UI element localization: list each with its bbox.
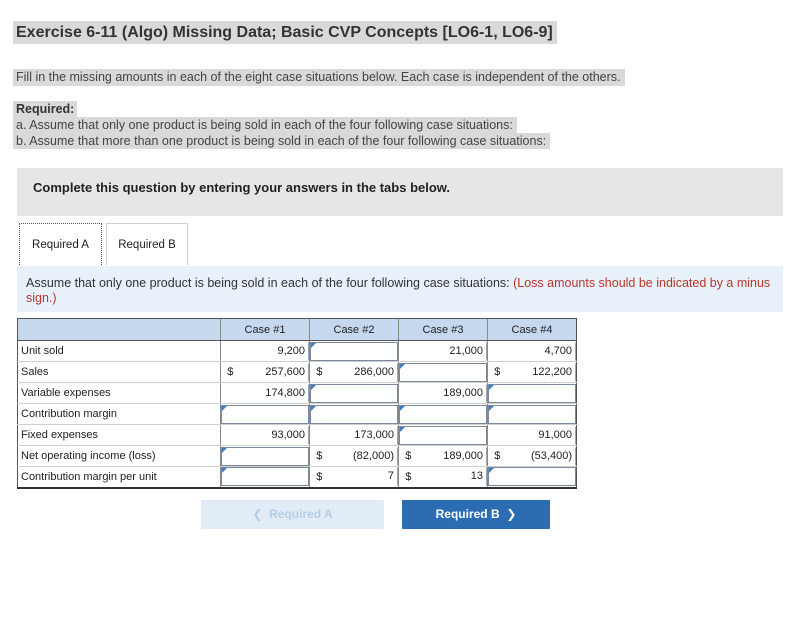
page-title: Exercise 6-11 (Algo) Missing Data; Basic CVP Concepts [LO6-1, LO6-9] xyxy=(13,21,557,44)
given-value: 189,000 xyxy=(418,447,488,466)
complete-prompt-text: Complete this question by entering your answers in the tabs below. xyxy=(33,180,451,195)
value-cell xyxy=(329,467,399,488)
dollar-sign xyxy=(221,425,240,446)
required-heading: Required: xyxy=(13,101,77,117)
given-value: 174,800 xyxy=(240,384,310,403)
value-cell xyxy=(329,362,399,383)
value-cell xyxy=(240,341,310,362)
value-cell xyxy=(507,341,577,362)
answer-input[interactable] xyxy=(310,405,398,424)
given-value: 286,000 xyxy=(329,363,399,382)
given-value: 93,000 xyxy=(240,426,310,445)
answer-input[interactable] xyxy=(399,405,487,424)
value-cell xyxy=(310,404,399,425)
dollar-sign: $ xyxy=(399,467,418,488)
value-cell xyxy=(221,446,310,467)
value-cell xyxy=(399,425,488,446)
table-header-row xyxy=(18,319,577,341)
answer-input[interactable] xyxy=(399,363,487,382)
table-row xyxy=(18,467,577,488)
given-value: (82,000) xyxy=(329,447,399,466)
dollar-sign xyxy=(399,341,418,362)
value-cell xyxy=(221,404,310,425)
answer-input[interactable] xyxy=(221,467,309,486)
answer-input[interactable] xyxy=(488,405,576,424)
required-a-text: a. Assume that only one product is being sold in each of the four following case situations: xyxy=(13,117,517,133)
value-cell xyxy=(221,467,310,488)
dollar-sign: $ xyxy=(310,446,329,467)
value-cell xyxy=(418,467,488,488)
dollar-sign: $ xyxy=(310,467,329,488)
answer-input[interactable] xyxy=(221,405,309,424)
dollar-sign xyxy=(310,425,329,446)
next-tab-button[interactable] xyxy=(402,500,550,529)
answer-input[interactable] xyxy=(221,447,309,466)
dollar-sign: $ xyxy=(399,446,418,467)
given-value: 257,600 xyxy=(240,363,310,382)
row-label: Contribution margin per unit xyxy=(18,467,221,488)
given-value: 173,000 xyxy=(329,426,399,445)
given-value: 4,700 xyxy=(507,342,577,361)
value-cell xyxy=(488,404,577,425)
given-value: 21,000 xyxy=(418,342,488,361)
value-cell xyxy=(329,425,399,446)
value-cell xyxy=(507,362,577,383)
value-cell xyxy=(240,383,310,404)
dollar-sign: $ xyxy=(488,362,507,383)
value-cell xyxy=(507,446,577,467)
table-row xyxy=(18,383,577,404)
header-case-1: Case #1 xyxy=(221,319,310,341)
given-value: 189,000 xyxy=(418,384,488,403)
dollar-sign xyxy=(221,383,240,404)
required-b-text: b. Assume that more than one product is being sold in each of the four following case situations: xyxy=(13,133,550,149)
value-cell xyxy=(488,467,577,488)
value-cell xyxy=(488,383,577,404)
tab-required-b[interactable]: Required B xyxy=(106,223,188,265)
value-cell xyxy=(418,383,488,404)
row-label: Fixed expenses xyxy=(18,425,221,446)
header-label-cell xyxy=(18,319,221,341)
answer-input[interactable] xyxy=(399,426,487,445)
given-value: 7 xyxy=(329,467,399,486)
row-label: Unit sold xyxy=(18,341,221,362)
prev-tab-label: Required A xyxy=(269,507,333,521)
given-value: 122,200 xyxy=(507,363,577,382)
value-cell xyxy=(240,362,310,383)
chevron-right-icon: ❯ xyxy=(506,507,517,521)
tab-required-a[interactable]: Required A xyxy=(19,223,102,265)
dollar-sign: $ xyxy=(221,362,240,383)
panel-note-text: Assume that only one product is being sold in each of the four following case situations: xyxy=(26,276,514,290)
given-value: 9,200 xyxy=(240,342,310,361)
value-cell xyxy=(329,446,399,467)
table-row xyxy=(18,341,577,362)
value-cell xyxy=(418,446,488,467)
header-case-4: Case #4 xyxy=(488,319,577,341)
value-cell xyxy=(240,425,310,446)
value-cell xyxy=(310,341,399,362)
panel-note-highlight: (Loss amounts should be indicated by a minus sign.) xyxy=(26,276,771,305)
answer-input[interactable] xyxy=(488,384,576,403)
given-value: (53,400) xyxy=(507,447,577,466)
given-value: 13 xyxy=(418,467,488,486)
header-case-2: Case #2 xyxy=(310,319,399,341)
dollar-sign xyxy=(221,341,240,362)
chevron-left-icon: ❮ xyxy=(252,507,263,521)
answer-input[interactable] xyxy=(310,342,398,361)
dollar-sign xyxy=(488,425,507,446)
dollar-sign: $ xyxy=(310,362,329,383)
value-cell xyxy=(399,404,488,425)
dollar-sign xyxy=(399,383,418,404)
complete-prompt xyxy=(17,168,783,216)
row-label: Contribution margin xyxy=(18,404,221,425)
row-label: Variable expenses xyxy=(18,383,221,404)
value-cell xyxy=(507,425,577,446)
panel-instructions xyxy=(17,266,783,312)
prev-tab-button[interactable] xyxy=(201,500,384,529)
answer-input[interactable] xyxy=(310,384,398,403)
instructions: Fill in the missing amounts in each of the eight case situations below. Each case is independent of the others. xyxy=(13,69,625,86)
value-cell xyxy=(418,341,488,362)
table-row xyxy=(18,404,577,425)
answer-input[interactable] xyxy=(488,467,576,486)
dollar-sign xyxy=(488,341,507,362)
next-tab-label: Required B xyxy=(435,507,500,521)
cvp-table xyxy=(17,318,577,489)
table-row xyxy=(18,362,577,383)
value-cell xyxy=(310,383,399,404)
table-row xyxy=(18,425,577,446)
given-value: 91,000 xyxy=(507,426,577,445)
row-label: Sales xyxy=(18,362,221,383)
value-cell xyxy=(399,362,488,383)
dollar-sign: $ xyxy=(488,446,507,467)
row-label: Net operating income (loss) xyxy=(18,446,221,467)
table-row xyxy=(18,446,577,467)
header-case-3: Case #3 xyxy=(399,319,488,341)
